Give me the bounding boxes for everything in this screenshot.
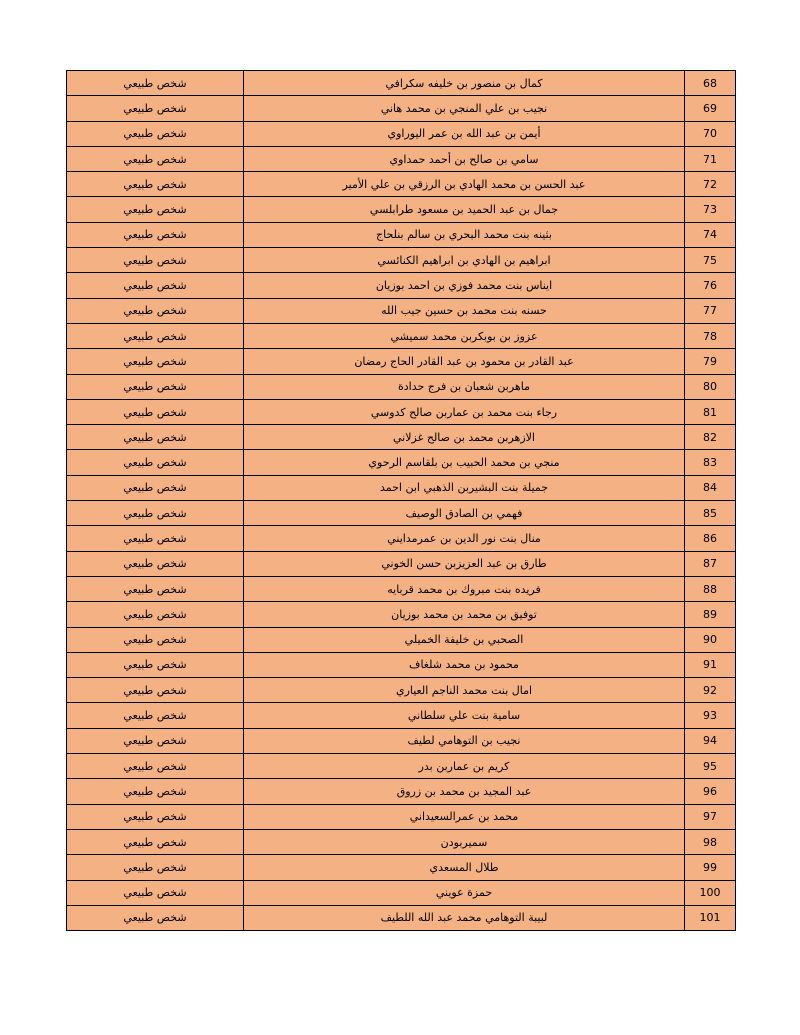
person-name-cell: امال بنت محمد الناجم العياري bbox=[244, 678, 685, 703]
table-row bbox=[67, 71, 736, 96]
person-type-cell: شخص طبيعي bbox=[67, 627, 244, 652]
row-number-cell: 99 bbox=[685, 855, 736, 880]
table-row bbox=[67, 172, 736, 197]
row-number-cell: 101 bbox=[685, 905, 736, 930]
row-number-cell: 89 bbox=[685, 602, 736, 627]
person-name-cell: كمال بن منصور بن خليفه سكرافي bbox=[244, 71, 685, 96]
table-row bbox=[67, 399, 736, 424]
person-name-cell: توفيق بن محمد بن محمد بوزيان bbox=[244, 602, 685, 627]
person-name-cell: سميربودن bbox=[244, 829, 685, 854]
person-type-cell: شخص طبيعي bbox=[67, 425, 244, 450]
person-type-cell: شخص طبيعي bbox=[67, 678, 244, 703]
person-type-cell: شخص طبيعي bbox=[67, 96, 244, 121]
person-type-cell: شخص طبيعي bbox=[67, 450, 244, 475]
registry-table-container bbox=[66, 70, 734, 931]
row-number-cell: 86 bbox=[685, 526, 736, 551]
registry-table-body bbox=[67, 71, 736, 931]
table-row bbox=[67, 905, 736, 930]
row-number-cell: 94 bbox=[685, 728, 736, 753]
person-type-cell: شخص طبيعي bbox=[67, 703, 244, 728]
person-type-cell: شخص طبيعي bbox=[67, 829, 244, 854]
person-type-cell: شخص طبيعي bbox=[67, 146, 244, 171]
registry-table bbox=[66, 70, 736, 931]
person-type-cell: شخص طبيعي bbox=[67, 804, 244, 829]
table-row bbox=[67, 273, 736, 298]
table-row bbox=[67, 501, 736, 526]
person-type-cell: شخص طبيعي bbox=[67, 905, 244, 930]
row-number-cell: 71 bbox=[685, 146, 736, 171]
person-name-cell: عبد الحسن بن محمد الهادي بن الرزقي بن علي الأمير bbox=[244, 172, 685, 197]
table-row bbox=[67, 576, 736, 601]
person-type-cell: شخص طبيعي bbox=[67, 374, 244, 399]
row-number-cell: 97 bbox=[685, 804, 736, 829]
person-name-cell: محمود بن محمد شلغاف bbox=[244, 652, 685, 677]
row-number-cell: 92 bbox=[685, 678, 736, 703]
row-number-cell: 93 bbox=[685, 703, 736, 728]
person-type-cell: شخص طبيعي bbox=[67, 652, 244, 677]
person-name-cell: جميلة بنت البشيربن الذهبي ابن احمد bbox=[244, 475, 685, 500]
row-number-cell: 83 bbox=[685, 450, 736, 475]
person-name-cell: نجيب بن التوهامي لطيف bbox=[244, 728, 685, 753]
person-type-cell: شخص طبيعي bbox=[67, 728, 244, 753]
row-number-cell: 70 bbox=[685, 121, 736, 146]
table-row bbox=[67, 678, 736, 703]
row-number-cell: 100 bbox=[685, 880, 736, 905]
person-name-cell: الصحبي بن خليفة الخميلي bbox=[244, 627, 685, 652]
person-name-cell: سامي بن صالح بن أحمد حمداوي bbox=[244, 146, 685, 171]
table-row bbox=[67, 298, 736, 323]
row-number-cell: 80 bbox=[685, 374, 736, 399]
table-row bbox=[67, 248, 736, 273]
person-type-cell: شخص طبيعي bbox=[67, 754, 244, 779]
row-number-cell: 69 bbox=[685, 96, 736, 121]
table-row bbox=[67, 374, 736, 399]
table-row bbox=[67, 602, 736, 627]
table-row bbox=[67, 652, 736, 677]
person-type-cell: شخص طبيعي bbox=[67, 880, 244, 905]
row-number-cell: 85 bbox=[685, 501, 736, 526]
row-number-cell: 74 bbox=[685, 222, 736, 247]
table-row bbox=[67, 425, 736, 450]
row-number-cell: 96 bbox=[685, 779, 736, 804]
person-name-cell: منجي بن محمد الحبيب بن بلقاسم الرحوي bbox=[244, 450, 685, 475]
person-name-cell: محمد بن عمرالسعيداني bbox=[244, 804, 685, 829]
row-number-cell: 95 bbox=[685, 754, 736, 779]
person-type-cell: شخص طبيعي bbox=[67, 526, 244, 551]
person-type-cell: شخص طبيعي bbox=[67, 273, 244, 298]
person-type-cell: شخص طبيعي bbox=[67, 71, 244, 96]
person-name-cell: رجاء بنت محمد بن عماربن صالح كدوسي bbox=[244, 399, 685, 424]
row-number-cell: 90 bbox=[685, 627, 736, 652]
table-row bbox=[67, 197, 736, 222]
row-number-cell: 84 bbox=[685, 475, 736, 500]
person-type-cell: شخص طبيعي bbox=[67, 172, 244, 197]
table-row bbox=[67, 323, 736, 348]
person-name-cell: حمزة عويني bbox=[244, 880, 685, 905]
table-row bbox=[67, 121, 736, 146]
person-name-cell: منال بنت نور الدين بن عمرمدايني bbox=[244, 526, 685, 551]
person-name-cell: بثينه بنت محمد البحري بن سالم بنلحاج bbox=[244, 222, 685, 247]
table-row bbox=[67, 703, 736, 728]
table-row bbox=[67, 804, 736, 829]
table-row bbox=[67, 779, 736, 804]
row-number-cell: 79 bbox=[685, 349, 736, 374]
row-number-cell: 72 bbox=[685, 172, 736, 197]
person-name-cell: جمال بن عبد الحميد بن مسعود طرابلسي bbox=[244, 197, 685, 222]
table-row bbox=[67, 146, 736, 171]
row-number-cell: 91 bbox=[685, 652, 736, 677]
table-row bbox=[67, 627, 736, 652]
person-type-cell: شخص طبيعي bbox=[67, 121, 244, 146]
person-type-cell: شخص طبيعي bbox=[67, 551, 244, 576]
row-number-cell: 78 bbox=[685, 323, 736, 348]
person-type-cell: شخص طبيعي bbox=[67, 475, 244, 500]
person-type-cell: شخص طبيعي bbox=[67, 501, 244, 526]
person-type-cell: شخص طبيعي bbox=[67, 349, 244, 374]
row-number-cell: 88 bbox=[685, 576, 736, 601]
person-name-cell: أيمن بن عبد الله بن عمر اليوراوي bbox=[244, 121, 685, 146]
row-number-cell: 81 bbox=[685, 399, 736, 424]
row-number-cell: 73 bbox=[685, 197, 736, 222]
row-number-cell: 76 bbox=[685, 273, 736, 298]
table-row bbox=[67, 880, 736, 905]
person-type-cell: شخص طبيعي bbox=[67, 298, 244, 323]
row-number-cell: 77 bbox=[685, 298, 736, 323]
table-row bbox=[67, 829, 736, 854]
row-number-cell: 98 bbox=[685, 829, 736, 854]
person-name-cell: فريده بنت مبروك بن محمد قربايه bbox=[244, 576, 685, 601]
table-row bbox=[67, 96, 736, 121]
person-type-cell: شخص طبيعي bbox=[67, 576, 244, 601]
person-type-cell: شخص طبيعي bbox=[67, 855, 244, 880]
person-type-cell: شخص طبيعي bbox=[67, 323, 244, 348]
person-name-cell: ابراهيم بن الهادي بن ابراهيم الكنائسي bbox=[244, 248, 685, 273]
person-name-cell: الازهربن محمد بن صالح غزلاني bbox=[244, 425, 685, 450]
person-name-cell: نجيب بن علي المنجي بن محمد هاني bbox=[244, 96, 685, 121]
person-name-cell: طارق بن عبد العزيزبن حسن الخوني bbox=[244, 551, 685, 576]
table-row bbox=[67, 855, 736, 880]
table-row bbox=[67, 450, 736, 475]
table-row bbox=[67, 551, 736, 576]
person-type-cell: شخص طبيعي bbox=[67, 779, 244, 804]
row-number-cell: 75 bbox=[685, 248, 736, 273]
person-type-cell: شخص طبيعي bbox=[67, 197, 244, 222]
table-row bbox=[67, 728, 736, 753]
person-name-cell: عبد القادر بن محمود بن عبد القادر الحاج رمضان bbox=[244, 349, 685, 374]
row-number-cell: 87 bbox=[685, 551, 736, 576]
person-name-cell: فهمي بن الصادق الوصيف bbox=[244, 501, 685, 526]
person-name-cell: لبيبة التوهامي محمد عبد الله اللطيف bbox=[244, 905, 685, 930]
person-type-cell: شخص طبيعي bbox=[67, 248, 244, 273]
person-name-cell: ايناس بنت محمد فوزي بن احمد بوزيان bbox=[244, 273, 685, 298]
table-row bbox=[67, 475, 736, 500]
person-name-cell: سامية بنت علي سلطاني bbox=[244, 703, 685, 728]
person-type-cell: شخص طبيعي bbox=[67, 222, 244, 247]
table-row bbox=[67, 526, 736, 551]
table-row bbox=[67, 349, 736, 374]
row-number-cell: 82 bbox=[685, 425, 736, 450]
person-name-cell: حسنه بنت محمد بن حسين جيب الله bbox=[244, 298, 685, 323]
row-number-cell: 68 bbox=[685, 71, 736, 96]
table-row bbox=[67, 754, 736, 779]
person-name-cell: كريم بن عماربن بدر bbox=[244, 754, 685, 779]
person-name-cell: عبد المجيد بن محمد بن زروق bbox=[244, 779, 685, 804]
table-row bbox=[67, 222, 736, 247]
person-type-cell: شخص طبيعي bbox=[67, 602, 244, 627]
person-name-cell: طلال المسعدي bbox=[244, 855, 685, 880]
person-name-cell: ماهربن شعبان بن فرج حدادة bbox=[244, 374, 685, 399]
person-name-cell: عزوز بن بوبكربن محمد سميشي bbox=[244, 323, 685, 348]
person-type-cell: شخص طبيعي bbox=[67, 399, 244, 424]
